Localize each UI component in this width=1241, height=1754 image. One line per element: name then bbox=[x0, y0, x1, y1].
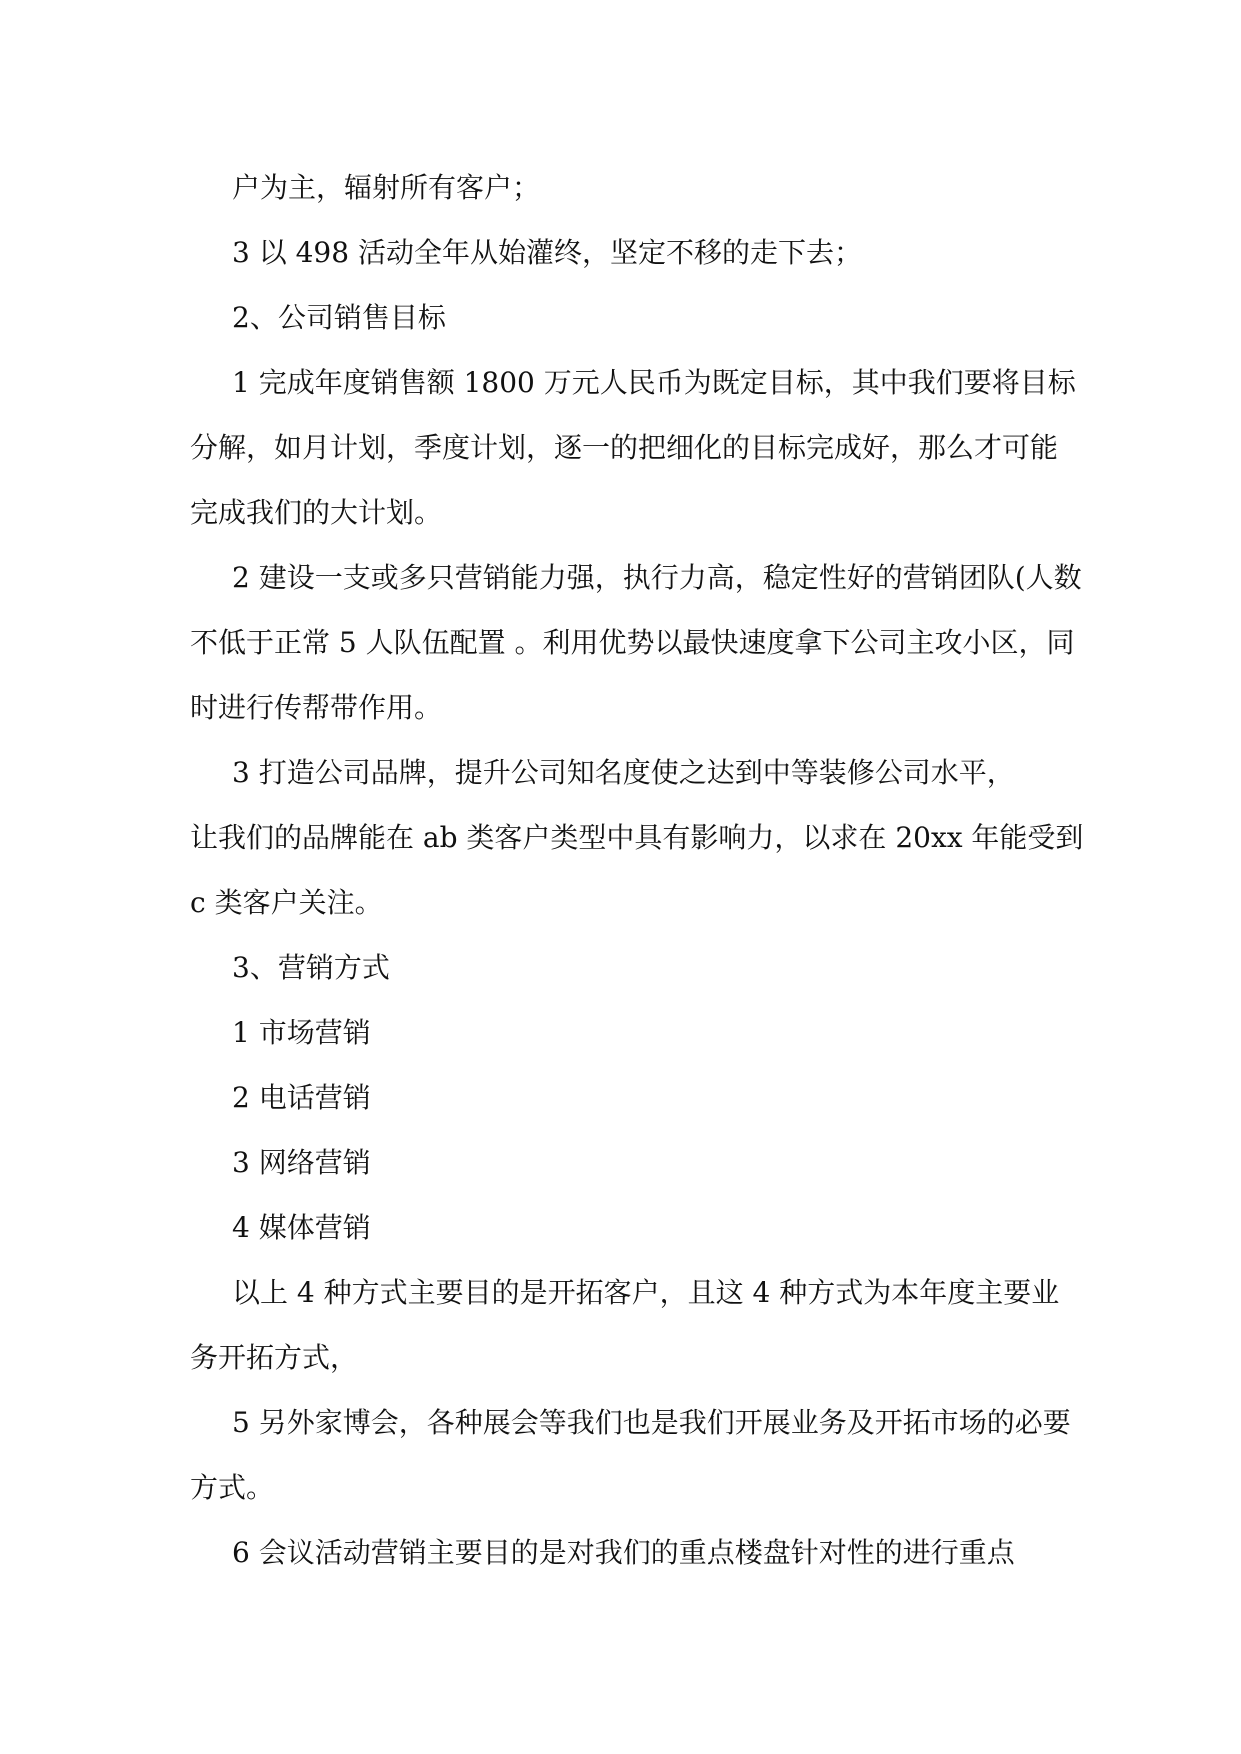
list-item-market-marketing: 1 市场营销 bbox=[232, 1016, 371, 1049]
paragraph-6: 3 打造公司品牌，提升公司知名度使之达到中等装修公司水平， bbox=[232, 756, 1015, 789]
paragraph-2: 3 以 498 活动全年从始灌终，坚定不移的走下去； bbox=[232, 236, 862, 269]
section-heading-sales-target: 2、公司销售目标 bbox=[232, 301, 446, 334]
list-item-media-marketing: 4 媒体营销 bbox=[232, 1211, 371, 1244]
list-item-phone-marketing: 2 电话营销 bbox=[232, 1081, 371, 1114]
paragraph-4: 1 完成年度销售额 1800 万元人民币为既定目标，其中我们要将目标分解，如月计划，季度计划，逐一的把细化的目标完成好，那么才可能完成我们的大计划。 bbox=[190, 366, 1076, 529]
paragraph-5: 2 建设一支或多只营销能力强，执行力高，稳定性好的营销团队(人数不低于正常 5 人队伍配置 。利用优势以最快速度拿下公司主攻小区，同时进行传帮带作用。 bbox=[190, 561, 1082, 724]
document-body bbox=[190, 155, 1085, 1585]
paragraph-1: 户为主，辐射所有客户； bbox=[232, 171, 541, 204]
paragraph-7: 让我们的品牌能在 ab 类客户类型中具有影响力，以求在 20xx 年能受到 c 类客户关注。 bbox=[190, 821, 1084, 919]
paragraph-14: 5 另外家博会，各种展会等我们也是我们开展业务及开拓市场的必要方式。 bbox=[190, 1406, 1071, 1504]
list-item-online-marketing: 3 网络营销 bbox=[232, 1146, 371, 1179]
paragraph-15: 6 会议活动营销主要目的是对我们的重点楼盘针对性的进行重点 bbox=[232, 1536, 1015, 1569]
section-heading-marketing-methods: 3、营销方式 bbox=[232, 951, 390, 984]
paragraph-13: 以上 4 种方式主要目的是开拓客户，且这 4 种方式为本年度主要业务开拓方式， bbox=[190, 1276, 1060, 1374]
